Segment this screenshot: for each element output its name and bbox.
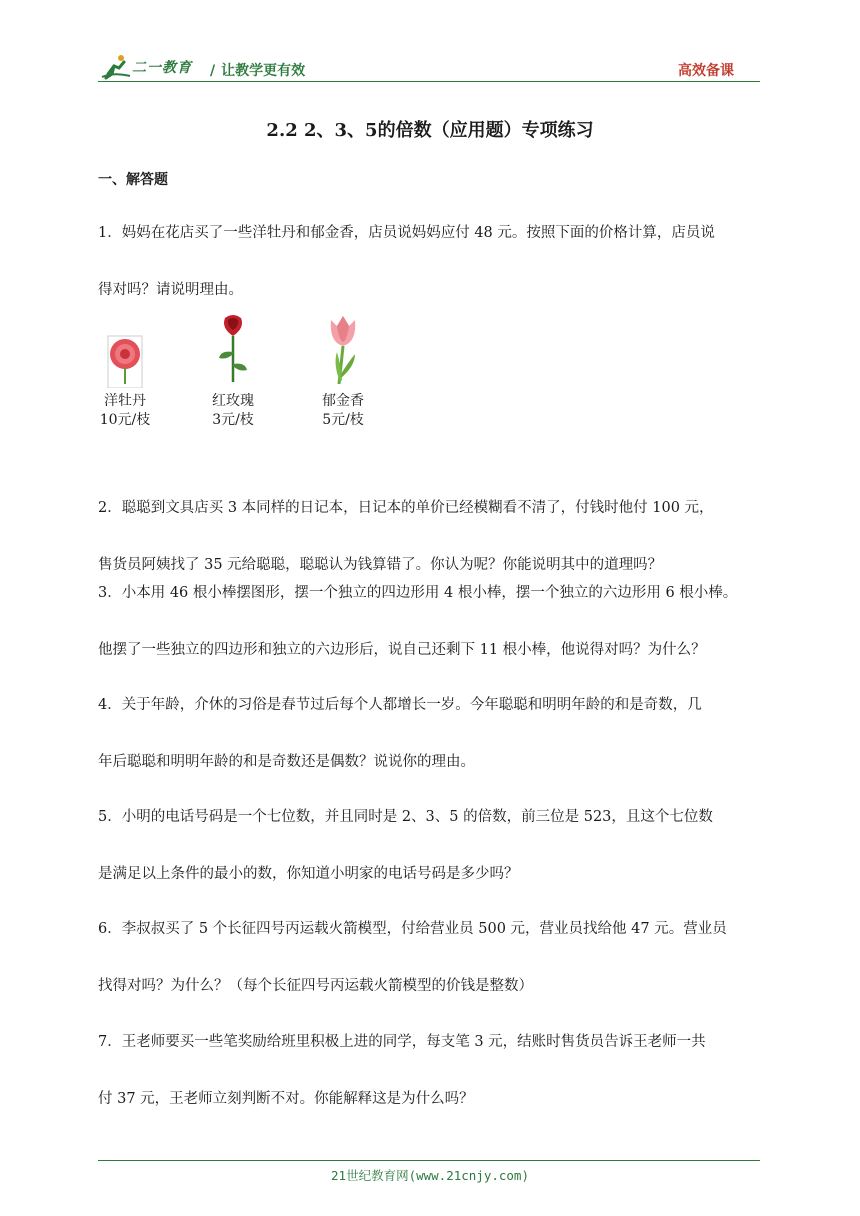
flower-name: 洋牡丹 <box>104 393 146 409</box>
question-line: 找得对吗？为什么？（每个长征四号丙运载火箭模型的价钱是整数） <box>98 978 533 994</box>
flower-name: 红玫瑰 <box>212 393 254 409</box>
logo <box>100 54 196 80</box>
flower-rose <box>198 322 268 430</box>
question-line: 6．李叔叔买了 5 个长征四号丙运载火箭模型，付给营业员 500 元，营业员找给他 47 元。营业员 <box>98 921 727 937</box>
peony-icon <box>103 322 147 388</box>
tulip-icon <box>321 312 365 388</box>
question-line: 3．小本用 46 根小棒摆图形，摆一个独立的四边形用 4 根小棒，摆一个独立的六边形用 6 根小棒。 <box>98 585 738 601</box>
question-7 <box>98 1014 768 1128</box>
page-header <box>98 54 760 84</box>
section-heading: 一、解答题 <box>98 172 168 188</box>
flower-price: 10元/枝 <box>99 412 151 428</box>
footer-text: 21世纪教育网(www.21cnjy.com) <box>331 1168 529 1183</box>
question-line: 是满足以上条件的最小的数，你知道小明家的电话号码是多少吗？ <box>98 866 519 882</box>
question-line: 4．关于年龄，介休的习俗是春节过后每个人都增长一岁。今年聪聪和明明年龄的和是奇数，几 <box>98 697 702 713</box>
header-tag: 高效备课 <box>678 63 734 79</box>
header-divider <box>98 81 760 82</box>
question-line: 1．妈妈在花店买了一些洋牡丹和郁金香，店员说妈妈应付 48 元。按照下面的价格计算，店员说 <box>98 225 715 241</box>
flower-price: 5元/枝 <box>322 412 364 428</box>
question-line: 售货员阿姨找了 35 元给聪聪，聪聪认为钱算错了。你认为呢？你能说明其中的道理吗？ <box>98 557 663 573</box>
question-1 <box>98 205 768 319</box>
flower-price: 3元/枝 <box>212 412 254 428</box>
question-6 <box>98 901 768 1015</box>
flower-peony <box>90 322 160 430</box>
question-line: 得对吗？请说明理由。 <box>98 282 243 298</box>
question-3 <box>98 565 768 679</box>
slogan-slash: / <box>210 63 216 79</box>
question-line: 5．小明的电话号码是一个七位数，并且同时是 2、3、5 的倍数，前三位是 523，且这个七位数 <box>98 809 713 825</box>
question-4 <box>98 677 768 791</box>
rose-icon <box>211 312 255 388</box>
runner-logo-icon <box>100 54 132 80</box>
question-line: 付 37 元，王老师立刻判断不对。你能解释这是为什么吗？ <box>98 1091 474 1107</box>
slogan-text: 让教学更有效 <box>221 63 306 79</box>
question-5 <box>98 789 768 903</box>
flower-price-figure <box>98 322 418 442</box>
question-line: 7．王老师要买一些笔奖励给班里积极上进的同学，每支笔 3 元，结账时售货员告诉王老师一共 <box>98 1034 706 1050</box>
page-title: 2.2 2、3、5的倍数（应用题）专项练习 <box>266 120 594 141</box>
logo-text: 二一教育 <box>132 60 192 76</box>
flower-tulip <box>308 322 378 430</box>
slogan <box>210 60 305 80</box>
footer-divider <box>98 1160 760 1161</box>
flower-name: 郁金香 <box>322 393 364 409</box>
question-line: 年后聪聪和明明年龄的和是奇数还是偶数？说说你的理由。 <box>98 754 475 770</box>
question-line: 他摆了一些独立的四边形和独立的六边形后，说自己还剩下 11 根小棒，他说得对吗？为什么？ <box>98 642 706 658</box>
question-line: 2．聪聪到文具店买 3 本同样的日记本，日记本的单价已经模糊看不清了，付钱时他付 100 元， <box>98 500 714 516</box>
